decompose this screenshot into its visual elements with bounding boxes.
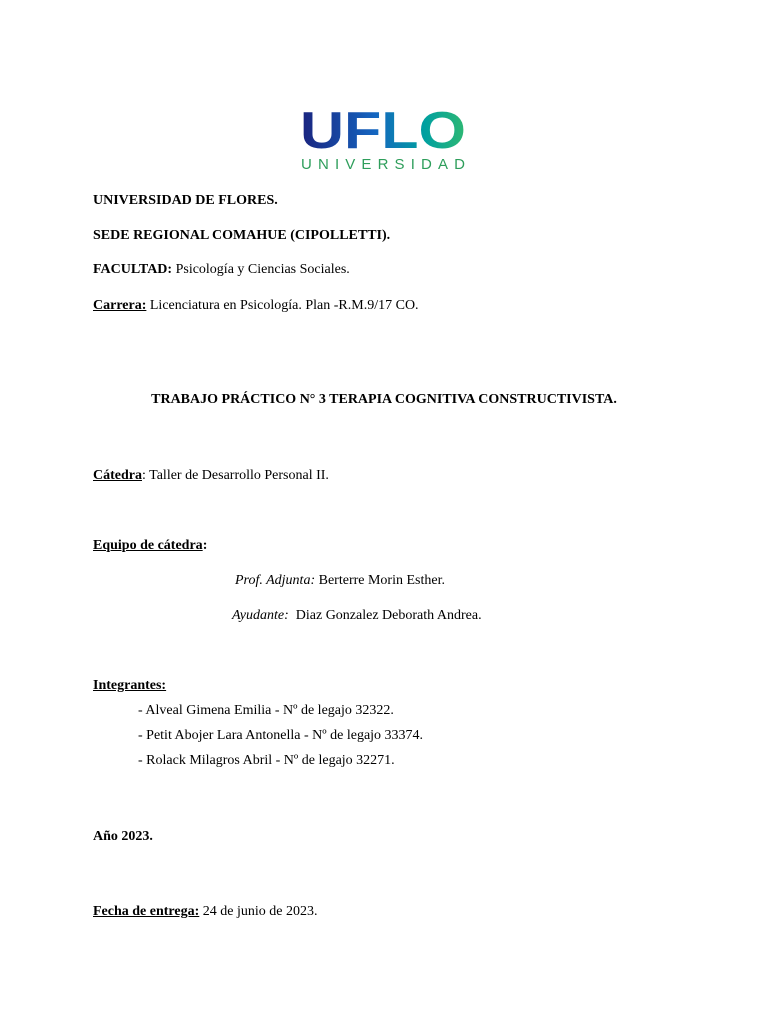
equipo-heading [93, 538, 207, 554]
logo-subtitle: UNIVERSIDAD [301, 156, 465, 173]
catedra-label: Cátedra [93, 468, 142, 483]
carrera-label: Carrera: [93, 298, 147, 313]
document-title: TRABAJO PRÁCTICO N° 3 TERAPIA COGNITIVA CONSTRUCTIVISTA. [151, 392, 617, 407]
facultad-label: FACULTAD: [93, 262, 173, 277]
university-name: UNIVERSIDAD DE FLORES. [93, 193, 278, 208]
catedra-value: Taller de Desarrollo Personal II. [145, 468, 329, 483]
equipo-person: Diaz Gonzalez Deborath Andrea. [288, 608, 482, 623]
year-line: Año 2023. [93, 829, 153, 844]
fecha-value: 24 de junio de 2023. [199, 904, 318, 919]
catedra-line [93, 468, 329, 484]
facultad-value: Psicología y Ciencias Sociales. [172, 262, 350, 277]
sede-line: SEDE REGIONAL COMAHUE (CIPOLLETTI). [93, 228, 391, 243]
equipo-person: Berterre Morin Esther. [315, 573, 445, 588]
uflo-logo [300, 104, 468, 174]
carrera-line [93, 298, 419, 314]
equipo-role: Ayudante: [232, 608, 289, 623]
equipo-member [235, 573, 445, 589]
integrante-item: - Alveal Gimena Emilia - Nº de legajo 32322. [138, 703, 394, 718]
integrante-item: - Petit Abojer Lara Antonella - Nº de legajo 33374. [138, 728, 424, 743]
logo-wordmark: UFLO [300, 104, 466, 160]
equipo-label: Equipo de cátedra [93, 538, 203, 553]
fecha-label: Fecha de entrega: [93, 904, 200, 919]
equipo-member [232, 608, 482, 624]
equipo-colon: : [202, 538, 208, 553]
equipo-role: Prof. Adjunta: [235, 573, 316, 588]
integrantes-heading: Integrantes: [93, 678, 167, 693]
carrera-value: Licenciatura en Psicología. Plan -R.M.9/17 CO. [146, 298, 419, 313]
integrante-item: - Rolack Milagros Abril - Nº de legajo 32271. [138, 753, 395, 768]
fecha-line [93, 904, 317, 920]
facultad-line [93, 262, 350, 278]
catedra-colon: : [142, 468, 146, 483]
